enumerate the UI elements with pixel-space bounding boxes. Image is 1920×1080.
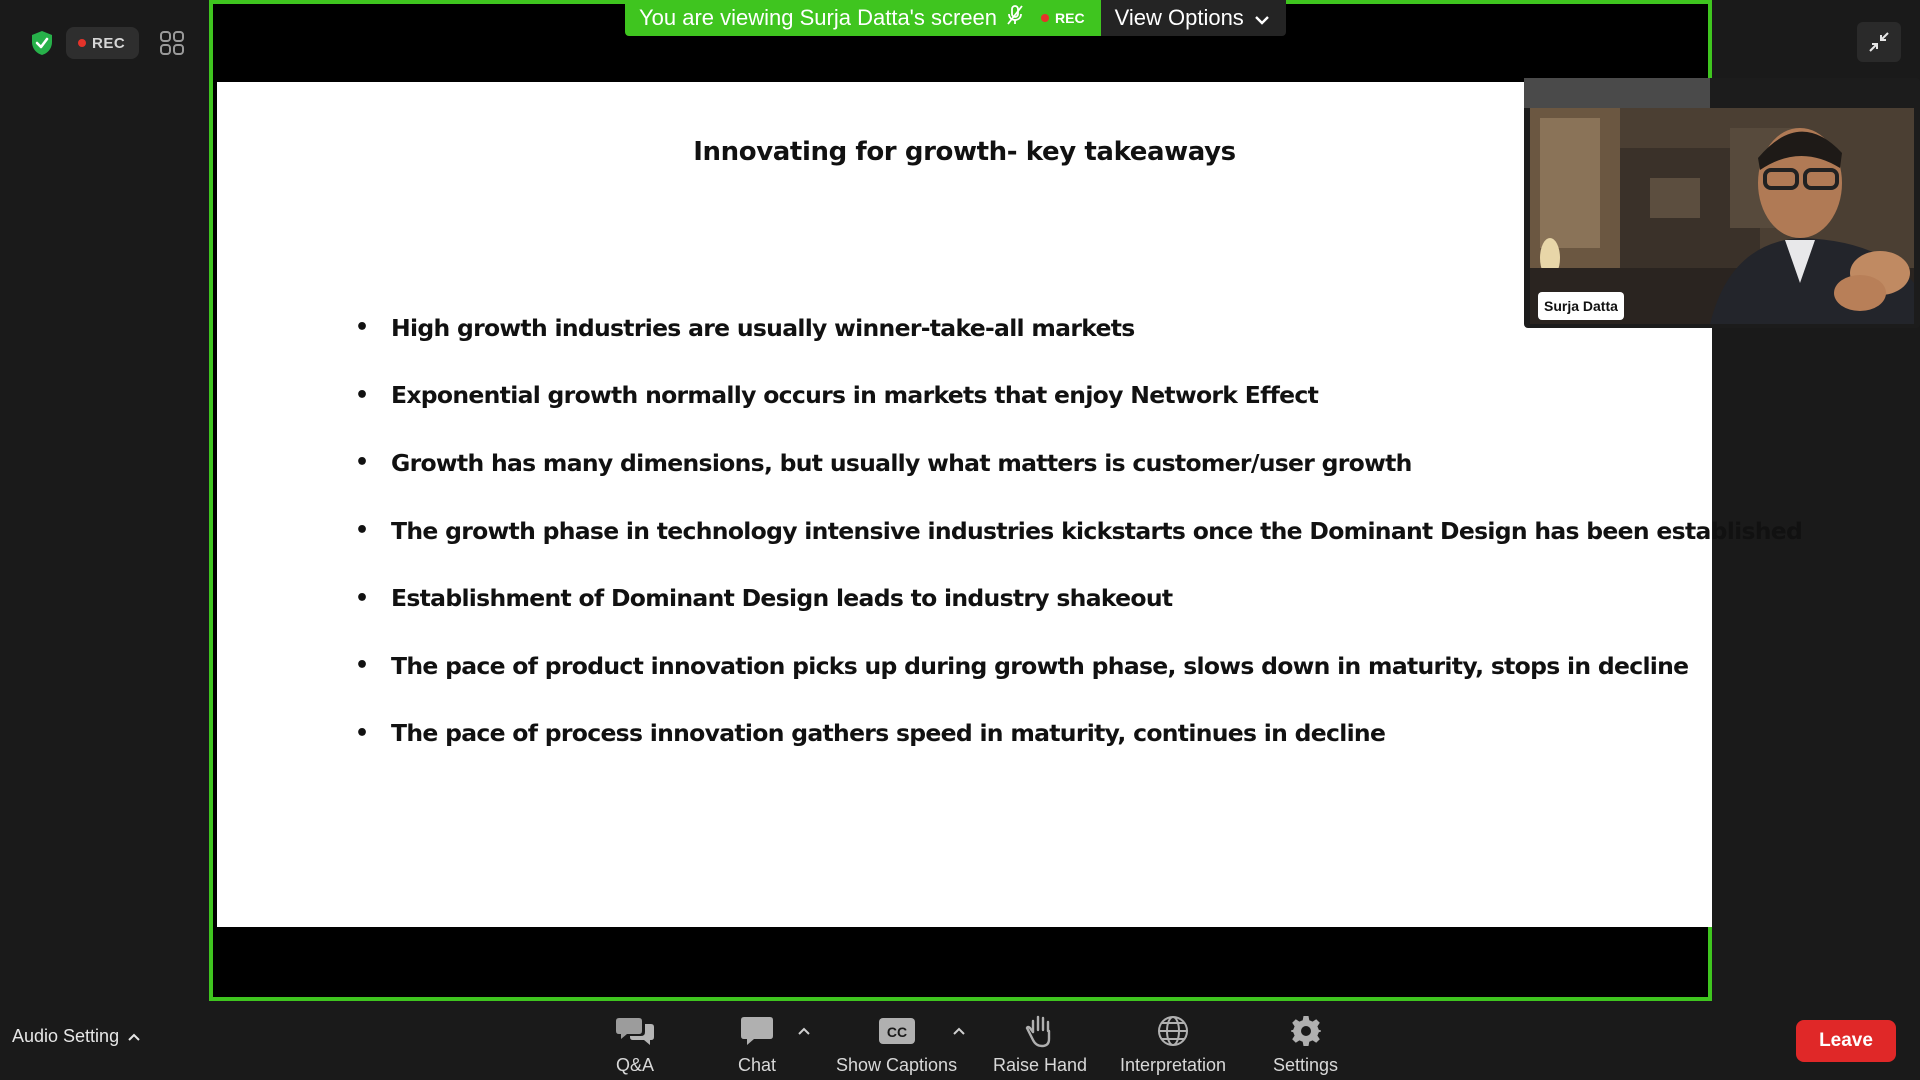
gear-icon: [1290, 1011, 1322, 1051]
exit-fullscreen-icon[interactable]: [1857, 22, 1901, 62]
raise-hand-button[interactable]: [993, 1011, 1087, 1076]
bullet-text: High growth industries are usually winner-take-all markets: [391, 313, 1135, 342]
bullet-dot-icon: •: [355, 653, 369, 679]
chat-icon: [740, 1011, 774, 1051]
meeting-toolbar: [0, 1001, 1920, 1080]
slide-bullet-list: [355, 294, 1802, 767]
audio-setting-button[interactable]: [12, 1026, 141, 1047]
viewing-screen-notice: [625, 0, 1101, 36]
muted-mic-icon: [1007, 5, 1023, 31]
settings-button[interactable]: [1273, 1011, 1338, 1076]
screen-share-banner: [625, 0, 1286, 36]
slide-bullet: [355, 564, 1802, 632]
show-captions-button[interactable]: [836, 1011, 957, 1076]
qa-button[interactable]: [615, 1011, 655, 1076]
chat-label: Chat: [738, 1055, 777, 1075]
chat-options-chevron-icon[interactable]: [797, 1023, 811, 1041]
bullet-text: Exponential growth normally occurs in markets that enjoy Network Effect: [391, 381, 1319, 410]
captions-options-chevron-icon[interactable]: [952, 1023, 966, 1041]
bullet-dot-icon: •: [355, 720, 369, 746]
participant-name-tag: Surja Datta: [1538, 292, 1624, 320]
participant-video: [1530, 108, 1914, 324]
gallery-view-icon[interactable]: [155, 26, 189, 60]
interpretation-label: Interpretation: [1120, 1055, 1227, 1075]
bullet-dot-icon: •: [355, 450, 369, 476]
closed-captions-icon: [878, 1011, 916, 1051]
view-options-button[interactable]: [1101, 0, 1286, 36]
bullet-text: The growth phase in technology intensive industries kickstarts once the Dominant Design has been established: [391, 516, 1803, 545]
meeting-status-bar: [28, 26, 189, 60]
chevron-down-icon: [1254, 5, 1270, 31]
raise-hand-label: Raise Hand: [993, 1055, 1088, 1075]
interpretation-button[interactable]: [1120, 1011, 1226, 1076]
bullet-text: The pace of process innovation gathers speed in maturity, continues in decline: [391, 719, 1386, 748]
leave-button[interactable]: Leave: [1796, 1020, 1896, 1062]
slide-bullet: [355, 700, 1802, 768]
bullet-dot-icon: •: [355, 518, 369, 544]
slide-bullet: [355, 632, 1802, 700]
bullet-text: The pace of product innovation picks up during growth phase, slows down in maturity, stops in decline: [391, 651, 1689, 680]
recording-dot-icon: [1041, 14, 1049, 22]
bullet-dot-icon: •: [355, 585, 369, 611]
show-captions-label: Show Captions: [836, 1055, 958, 1075]
bullet-dot-icon: •: [355, 382, 369, 408]
slide-title: Innovating for growth- key takeaways: [693, 137, 1236, 167]
bullet-text: Establishment of Dominant Design leads to industry shakeout: [391, 584, 1173, 613]
settings-label: Settings: [1273, 1055, 1339, 1075]
banner-rec-label: REC: [1055, 10, 1085, 26]
bullet-dot-icon: •: [355, 315, 369, 341]
slide-bullet: [355, 497, 1802, 565]
cc-glyph: CC: [886, 1024, 907, 1040]
recording-label: REC: [92, 34, 126, 52]
audio-setting-label: Audio Setting: [12, 1026, 120, 1046]
raise-hand-icon: [1025, 1011, 1055, 1051]
participant-video-panel[interactable]: [1524, 78, 1920, 328]
qa-icon: [615, 1011, 655, 1051]
recording-dot-icon: [78, 39, 86, 47]
slide-bullet: [355, 429, 1802, 497]
chevron-up-icon: [127, 1026, 141, 1047]
slide-bullet: [355, 362, 1802, 430]
globe-icon: [1157, 1011, 1189, 1051]
view-options-label: View Options: [1114, 5, 1244, 30]
video-panel-header: [1524, 78, 1710, 108]
qa-label: Q&A: [615, 1055, 654, 1075]
security-shield-icon[interactable]: [28, 27, 56, 59]
banner-recording-indicator: [1041, 10, 1085, 26]
chat-button[interactable]: [738, 1011, 776, 1076]
shared-screen: [209, 0, 1803, 1001]
viewing-screen-text: You are viewing Surja Datta's screen: [639, 5, 998, 30]
bullet-text: Growth has many dimensions, but usually what matters is customer/user growth: [391, 448, 1412, 477]
presentation-slide: [217, 82, 1803, 927]
recording-indicator[interactable]: [66, 27, 139, 59]
